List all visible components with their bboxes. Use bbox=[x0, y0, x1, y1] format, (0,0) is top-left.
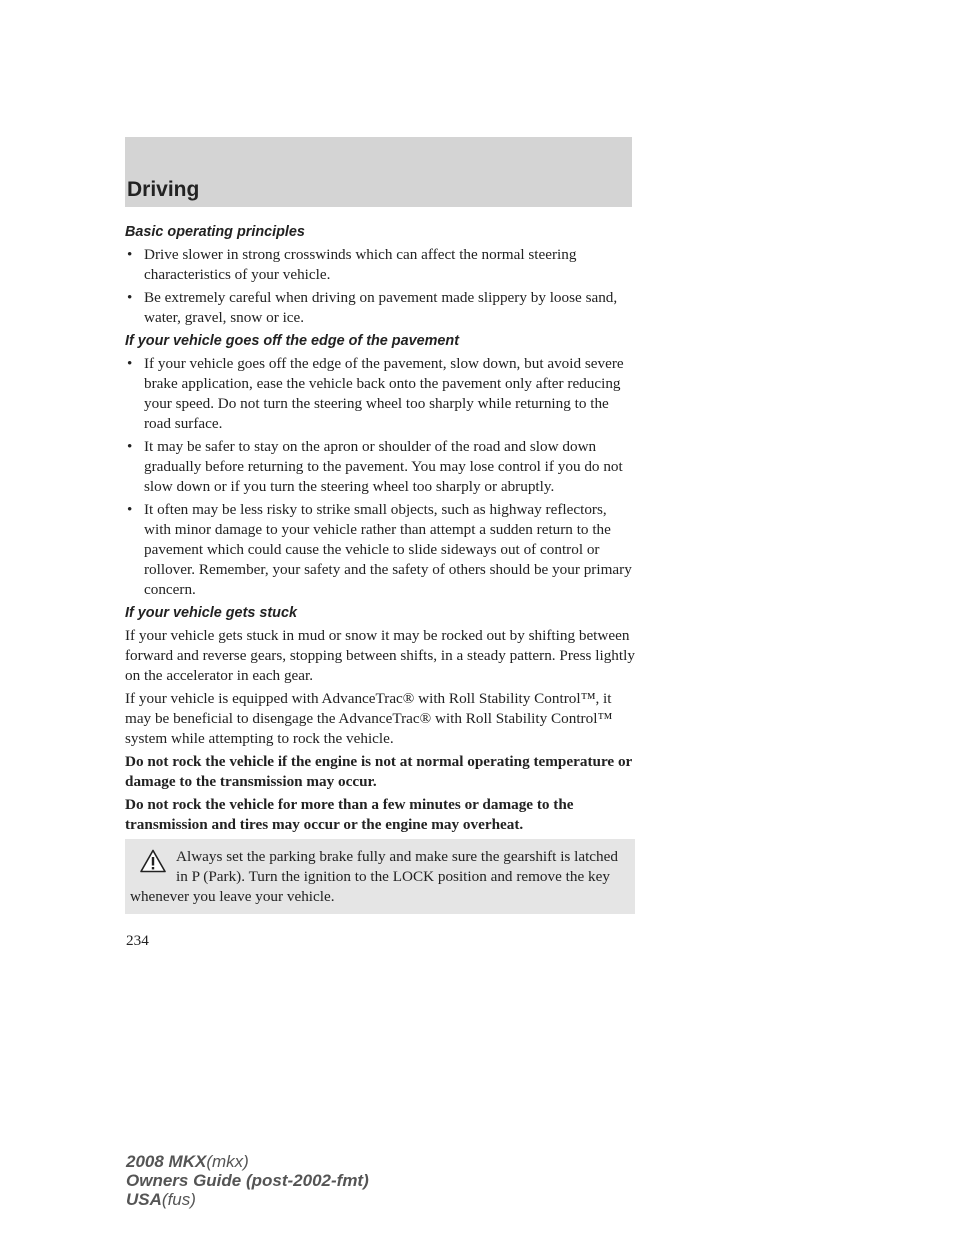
warning-triangle-icon bbox=[140, 849, 166, 873]
footer-line-3: USA(fus) bbox=[126, 1190, 196, 1209]
page-number: 234 bbox=[126, 932, 149, 949]
paragraph: If your vehicle gets stuck in mud or snow it may be rocked out by shifting between forward and reverse gears, stopping between shifts, in a steady pattern. Press lightly on the accelerator in each gear. bbox=[125, 627, 635, 684]
paragraph: If your vehicle is equipped with AdvanceTrac® with Roll Stability Control™, it may be beneficial to disengage the AdvanceTrac® with Roll Stability Control™ system while attempting to rock the vehicle. bbox=[125, 690, 613, 747]
section-title: Driving bbox=[127, 178, 200, 201]
heading-off-pavement: If your vehicle goes off the edge of the pavement bbox=[125, 333, 459, 349]
bold-paragraph: Do not rock the vehicle if the engine is not at normal operating temperature or damage to the transmission may occur. bbox=[125, 753, 633, 790]
bullet-list-off-pavement bbox=[125, 354, 635, 600]
list-item: • If your vehicle goes off the edge of the pavement, slow down, but avoid severe brake application, ease the vehicle back onto the pavement only after reducing your speed. Do not turn the steering wheel too sharply while returning to the road surface. bbox=[127, 355, 624, 432]
list-item: • It often may be less risky to strike small objects, such as highway reflectors, with minor damage to your vehicle rather than attempt a sudden return to the pavement which could cause the vehicle to slide sideways out of control or rollover. Remember, your safety and the safety of others should be your primary concern. bbox=[127, 501, 632, 598]
heading-basic-principles: Basic operating principles bbox=[125, 224, 305, 240]
list-item: • Be extremely careful when driving on pavement made slippery by loose sand, water, gravel, snow or ice. bbox=[127, 289, 618, 326]
page-content bbox=[125, 222, 635, 914]
footer-line-2: Owners Guide (post-2002-fmt) bbox=[126, 1171, 369, 1190]
warning-box bbox=[125, 839, 635, 914]
heading-gets-stuck: If your vehicle gets stuck bbox=[125, 605, 297, 621]
section-header-bar bbox=[125, 137, 632, 207]
warning-text: Always set the parking brake fully and make sure the gearshift is latched in P (Park). Turn the ignition to the LOCK position and remove the key whenever you leave your vehicle. bbox=[130, 848, 618, 905]
list-item: • It may be safer to stay on the apron or shoulder of the road and slow down gradually before returning to the pavement. You may lose control if you do not slow down or if you turn the steering wheel too sharply or abruptly. bbox=[127, 438, 623, 495]
footer-line-1: 2008 MKX(mkx) bbox=[126, 1152, 249, 1171]
document-footer bbox=[126, 1152, 369, 1209]
bold-paragraph: Do not rock the vehicle for more than a few minutes or damage to the transmission and tires may occur or the engine may overheat. bbox=[125, 796, 574, 833]
list-item: • Drive slower in strong crosswinds which can affect the normal steering characteristics of your vehicle. bbox=[127, 246, 577, 283]
bullet-list-basic bbox=[125, 245, 635, 328]
